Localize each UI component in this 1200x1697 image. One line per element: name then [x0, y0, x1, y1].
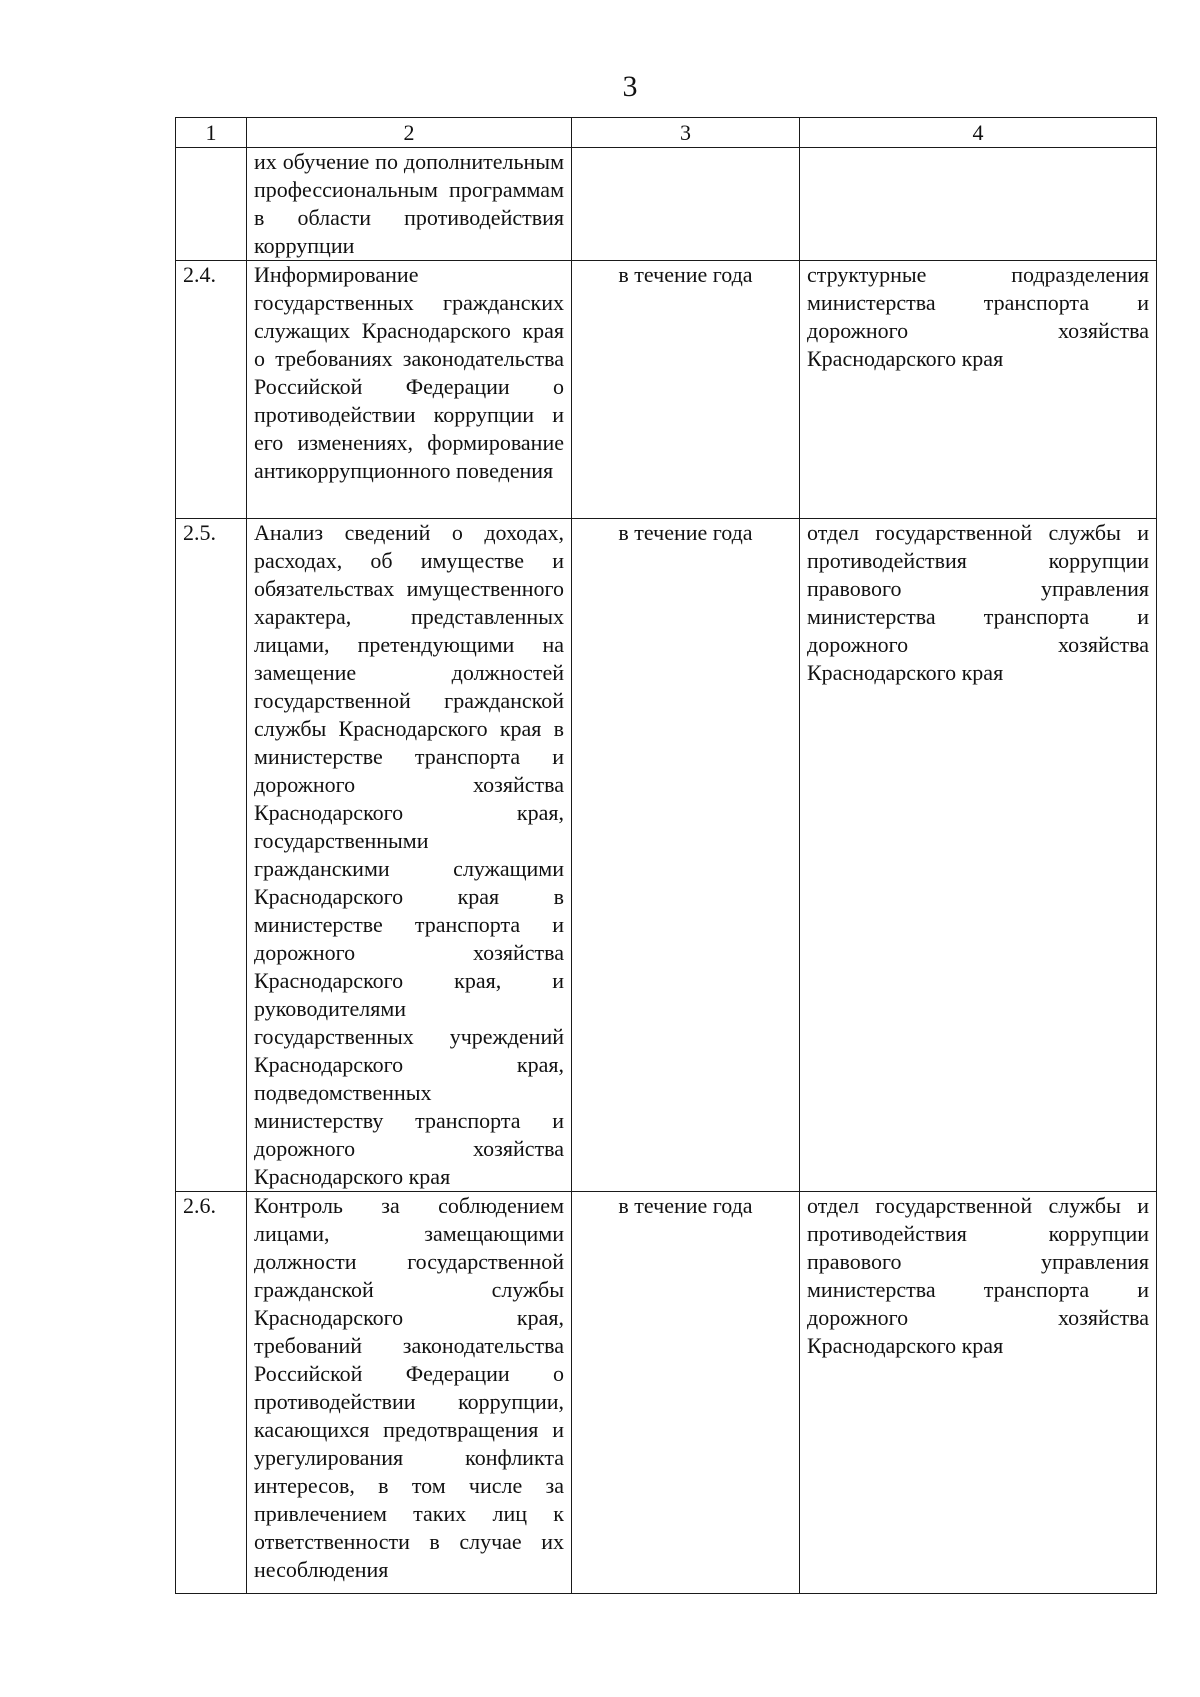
row-number: 2.4.: [176, 261, 247, 519]
table-row: [176, 1192, 1157, 1594]
column-header-1: 1: [176, 118, 247, 148]
table-row: [176, 148, 1157, 261]
responsible-text: отдел государственной службы и противодействия коррупции правового управления министерства транспорта и дорожного хозяйства Краснодарского края: [800, 519, 1157, 1192]
measures-table: [175, 117, 1157, 1594]
column-header-4: 4: [800, 118, 1157, 148]
table-header-row: [176, 118, 1157, 148]
row-number: 2.6.: [176, 1192, 247, 1594]
measure-text: Контроль за соблюдением лицами, замещающими должности государственной гражданской службы Краснодарского края, требований законодательства Российской Федерации о противодействии коррупции, касающихся предотвращения и урегулирования конфликта интересов, в том числе за привлечением таких лиц к ответственности в случае их несоблюдения: [247, 1192, 572, 1594]
responsible-text: отдел государственной службы и противодействия коррупции правового управления министерства транспорта и дорожного хозяйства Краснодарского края: [800, 1192, 1157, 1594]
column-header-3: 3: [572, 118, 800, 148]
page-number: 3: [622, 70, 638, 103]
table-row: [176, 261, 1157, 519]
measure-text: их обучение по дополнительным профессиональным программам в области противодействия коррупции: [247, 148, 572, 261]
deadline-text: в течение года: [572, 1192, 800, 1594]
responsible-text: структурные подразделения министерства транспорта и дорожного хозяйства Краснодарского края: [800, 261, 1157, 519]
deadline-text: [572, 148, 800, 261]
row-number: [176, 148, 247, 261]
measure-text: Информирование государственных гражданских служащих Краснодарского края о требованиях законодательства Российской Федерации о противодействии коррупции и его изменениях, формирование антикоррупционного поведения: [247, 261, 572, 519]
measure-text: Анализ сведений о доходах, расходах, об имуществе и обязательствах имущественного характера, представленных лицами, претендующими на замещение должностей государственной гражданской службы Краснодарского края в министерстве транспорта и дорожного хозяйства Краснодарского края, государственными гражданскими служащими Краснодарского края в министерстве транспорта и дорожного хозяйства Краснодарского края, и руководителями государственных учреждений Краснодарского края, подведомственных министерству транспорта и дорожного хозяйства Краснодарского края: [247, 519, 572, 1192]
column-header-2: 2: [247, 118, 572, 148]
deadline-text: в течение года: [572, 261, 800, 519]
row-number: 2.5.: [176, 519, 247, 1192]
responsible-text: [800, 148, 1157, 261]
deadline-text: в течение года: [572, 519, 800, 1192]
table-row: [176, 519, 1157, 1192]
